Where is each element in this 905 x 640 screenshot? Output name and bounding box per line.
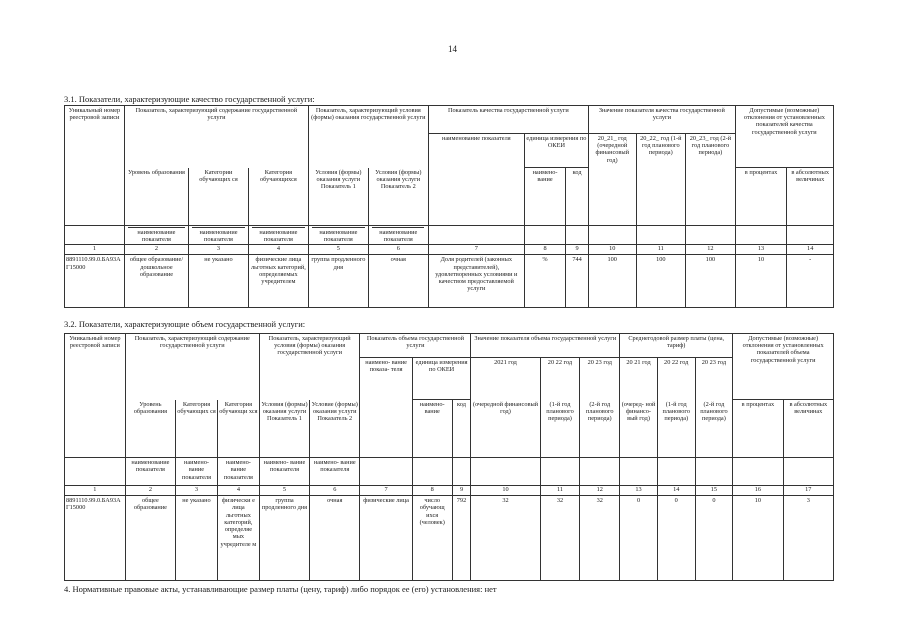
col-f1-sub: (очеред- ной финансо- вый год) xyxy=(620,400,658,458)
col-percent-header: в процентах xyxy=(735,168,787,226)
col-conditions-header: Показатель, характеризующий условия (формы) оказания государственной услуги xyxy=(259,334,360,358)
col-f1-header: 20 21 год xyxy=(620,358,658,400)
col-unit-name-header: наимено- вание xyxy=(524,168,565,226)
column-number: 13 xyxy=(735,245,787,255)
col-level-header: Уровень образования xyxy=(125,400,175,458)
row-absolute: 3 xyxy=(783,496,833,581)
sub-name-label: наименование показателя xyxy=(128,227,184,243)
row-category2: физические лица льготных категорий, определяемых учредителем xyxy=(248,255,308,308)
col-volume-values-header: Значение показателя объема государственной услуги xyxy=(471,334,620,358)
column-number: 12 xyxy=(580,486,620,496)
col-deviation-header: Допустимые (возможные) отклонения от установленных показателей объема государственной услуги xyxy=(733,334,834,400)
row-cond2: очная xyxy=(310,496,360,581)
column-number: 9 xyxy=(452,486,471,496)
row-percent: 10 xyxy=(735,255,787,308)
row-code: 792 xyxy=(452,496,471,581)
row-fee-1: 0 xyxy=(620,496,658,581)
row-code: 744 xyxy=(566,255,589,308)
col-y1-sub: (очередной финансовый год) xyxy=(471,400,540,458)
col-category-header: Категории обучающих ся xyxy=(189,168,249,226)
column-number: 16 xyxy=(733,486,783,496)
column-number: 3 xyxy=(176,486,218,496)
sub-name-label: наименование показателя xyxy=(192,227,244,243)
row-category: не указано xyxy=(176,496,218,581)
col-indicator-name-header: наименование показателя xyxy=(428,134,524,226)
column-number: 13 xyxy=(620,486,658,496)
column-number: 6 xyxy=(368,245,428,255)
col-y1-header: 2021 год xyxy=(471,358,540,400)
row-cond1: группа продленного дня xyxy=(308,255,368,308)
col-category-header: Категория обучающих ся xyxy=(176,400,218,458)
row-value-2: 100 xyxy=(636,255,686,308)
col-category2-header: Категория обучающи хся xyxy=(217,400,259,458)
quality-table xyxy=(64,105,834,308)
col-f3-sub: (2-й год планового периода) xyxy=(695,400,733,458)
page-number: 14 xyxy=(448,44,457,54)
column-number: 5 xyxy=(308,245,368,255)
col-volume-header: Показатель объема государственной услуги xyxy=(360,334,471,358)
col-f3-header: 20 23 год xyxy=(695,358,733,400)
column-number: 7 xyxy=(428,245,524,255)
row-fee-3: 0 xyxy=(695,496,733,581)
column-number: 8 xyxy=(412,486,452,496)
column-number: 1 xyxy=(65,245,125,255)
col-conditions-header: Показатель, характеризующий условия (формы) оказания государственной услуги xyxy=(308,106,428,134)
column-number: 3 xyxy=(189,245,249,255)
col-f2-header: 20 22 год xyxy=(657,358,695,400)
row-unit: число обучающ ихся (человек) xyxy=(412,496,452,581)
sub-name-label: наимено- вание показателя xyxy=(217,458,259,486)
volume-table xyxy=(64,333,834,581)
col-cond2-header: Условие (формы) оказания услуги Показатель 2 xyxy=(310,400,360,458)
column-number: 2 xyxy=(124,245,188,255)
sub-name-label: наимено- вание показателя xyxy=(310,458,360,486)
section-4-text: 4. Нормативные правовые акты, устанавливающие размер платы (цену, тариф) либо порядок ее (его) установления: нет xyxy=(64,584,497,594)
column-number: 14 xyxy=(657,486,695,496)
column-number: 17 xyxy=(783,486,833,496)
column-number: 10 xyxy=(471,486,540,496)
column-number: 11 xyxy=(540,486,580,496)
col-y3-header: 20 23 год xyxy=(580,358,620,400)
col-percent-header: в процентах xyxy=(733,400,783,458)
column-number: 1 xyxy=(65,486,126,496)
col-unit-header: единица измерения по ОКЕИ xyxy=(524,134,588,168)
row-category: не указано xyxy=(189,255,249,308)
col-unique-header: Уникальный номер реестровой записи xyxy=(65,334,126,458)
column-numbers-row xyxy=(65,486,834,496)
column-number: 7 xyxy=(360,486,412,496)
column-number: 9 xyxy=(566,245,589,255)
sub-name-label: наименование показателя xyxy=(252,227,304,243)
col-y2-sub: (1-й год планового периода) xyxy=(540,400,580,458)
column-number: 12 xyxy=(686,245,736,255)
col-deviation-header: Допустимые (возможные) отклонения от установленных показателей качества государственной услуги xyxy=(735,106,833,168)
row-absolute: - xyxy=(787,255,834,308)
column-number: 4 xyxy=(248,245,308,255)
sub-name-label: наимено- вание показателя xyxy=(176,458,218,486)
section-3-1-title: 3.1. Показатели, характеризующие качество государственной услуги: xyxy=(64,94,315,104)
col-category2-header: Категория обучающихся xyxy=(248,168,308,226)
row-value-2: 32 xyxy=(540,496,580,581)
column-number: 6 xyxy=(310,486,360,496)
col-y3-sub: (2-й год планового периода) xyxy=(580,400,620,458)
col-level-header: Уровень образования xyxy=(124,168,188,226)
col-absolute-header: в абсолютных величинах xyxy=(787,168,834,226)
col-year2-header: 20_22_ год (1-й год планового периода) xyxy=(636,134,686,226)
row-category2: физически е лица льготных категорий, определяе мых учредителе м xyxy=(217,496,259,581)
row-level: общее образование xyxy=(125,496,175,581)
table-row xyxy=(65,255,834,308)
col-cond1-header: Условия (формы) оказания услуги Показатель 1 xyxy=(308,168,368,226)
col-year1-header: 20_21_ год (очередной финансовый год) xyxy=(588,134,636,226)
row-indicator: Доля родителей (законных представителей), удовлетворенных условиями и качеством предоставляемой услуги xyxy=(428,255,524,308)
col-year3-header: 20_23_ год (2-й год планового периода) xyxy=(686,134,736,226)
row-fee-2: 0 xyxy=(657,496,695,581)
col-values-header: Значение показателя качества государственной услуги xyxy=(588,106,735,134)
section-3-2-title: 3.2. Показатели, характеризующие объем государственной услуги: xyxy=(64,319,306,329)
col-content-header: Показатель, характеризующий содержание государственной услуги xyxy=(124,106,308,134)
column-number: 4 xyxy=(217,486,259,496)
column-number: 2 xyxy=(125,486,175,496)
col-absolute-header: в абсолютных величинах xyxy=(783,400,833,458)
row-value-1: 32 xyxy=(471,496,540,581)
row-id: 8891110.99.0.БА93АГ15000 xyxy=(65,496,126,581)
col-cond2-header: Условия (формы) оказания услуги Показатель 2 xyxy=(368,168,428,226)
col-unique-header: Уникальный номер реестровой записи xyxy=(65,106,125,226)
row-value-1: 100 xyxy=(588,255,636,308)
col-unit-name-header: наимено- вание xyxy=(412,400,452,458)
row-cond1: группа продленного дня xyxy=(259,496,309,581)
col-f2-sub: (1-й год планового периода) xyxy=(657,400,695,458)
table-row xyxy=(65,496,834,581)
column-number: 8 xyxy=(524,245,565,255)
col-vname-header: наимено- вание показа- теля xyxy=(360,358,412,458)
sub-name-label: наименование показателя xyxy=(125,458,175,486)
row-percent: 10 xyxy=(733,496,783,581)
sub-name-label: наимено- вание показателя xyxy=(259,458,309,486)
column-number: 10 xyxy=(588,245,636,255)
column-number: 15 xyxy=(695,486,733,496)
column-number: 11 xyxy=(636,245,686,255)
column-number: 5 xyxy=(259,486,309,496)
row-id: 8891110.99.0.БА93АГ15000 xyxy=(65,255,125,308)
col-code-header: код xyxy=(566,168,589,226)
row-unit: % xyxy=(524,255,565,308)
row-vname: физические лица xyxy=(360,496,412,581)
sub-name-label: наименование показателя xyxy=(372,227,424,243)
col-fee-header: Среднегодовой размер платы (цена, тариф) xyxy=(620,334,733,358)
col-y2-header: 20 22 год xyxy=(540,358,580,400)
col-unit-header: единица измерения по ОКЕИ xyxy=(412,358,471,400)
col-content-header: Показатель, характеризующий содержание государственной услуги xyxy=(125,334,259,358)
row-value-3: 100 xyxy=(686,255,736,308)
row-value-3: 32 xyxy=(580,496,620,581)
col-quality-header: Показатель качества государственной услуги xyxy=(428,106,588,134)
column-numbers-row xyxy=(65,245,834,255)
column-number: 14 xyxy=(787,245,834,255)
sub-name-label: наименование показателя xyxy=(312,227,364,243)
col-code-header: код xyxy=(452,400,471,458)
row-cond2: очная xyxy=(368,255,428,308)
row-level: общее образование/ дошкольное образование xyxy=(124,255,188,308)
col-cond1-header: Условия (формы) оказания услуги Показатель 1 xyxy=(259,400,309,458)
